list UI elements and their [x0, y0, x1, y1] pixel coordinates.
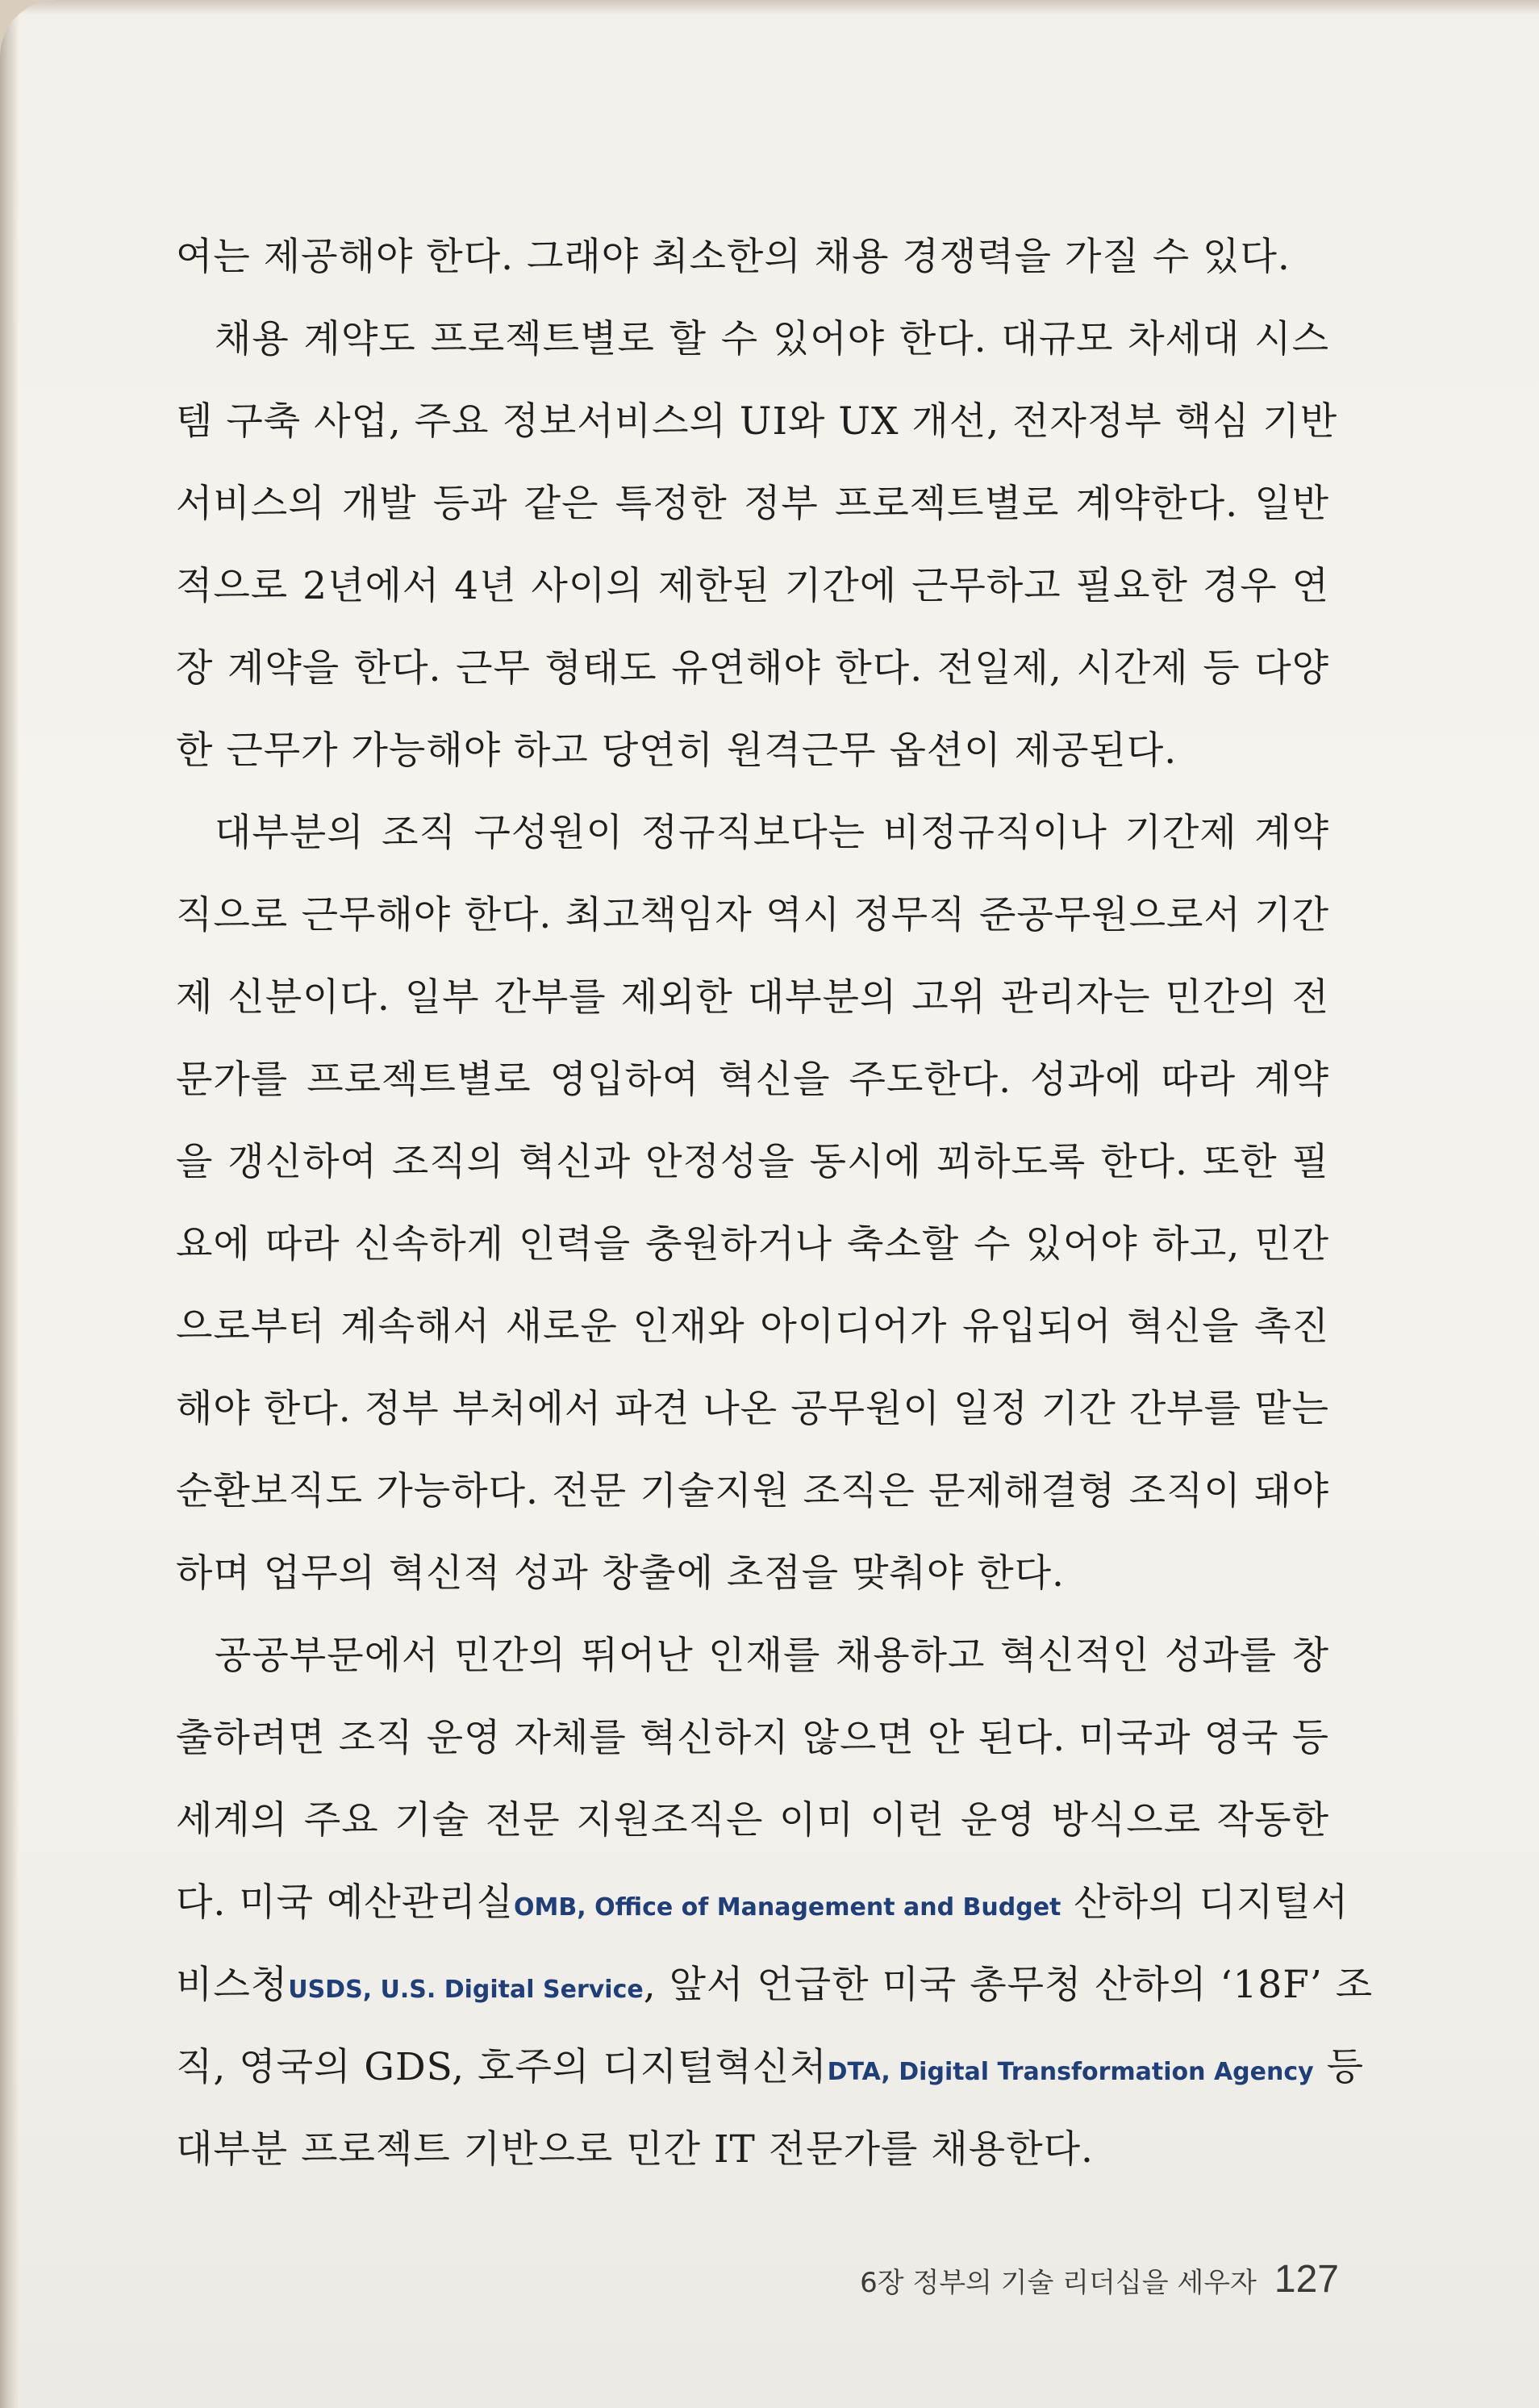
text-line: 공공부문에서 민간의 뛰어난 인재를 채용하고 혁신적인 성과를 창 — [215, 1634, 1329, 1678]
text-line: 해야 한다. 정부 부처에서 파견 나온 공무원이 일정 기간 간부를 맡는 — [176, 1387, 1329, 1431]
text-line: 직으로 근무해야 한다. 최고책임자 역시 정무직 준공무원으로서 기간 — [176, 893, 1329, 937]
line-text: 비스청 — [176, 1963, 289, 2007]
text-line: 으로부터 계속해서 새로운 인재와 아이디어가 유입되어 혁신을 촉진 — [176, 1304, 1329, 1349]
text-line: 순환보직도 가능하다. 전문 기술지원 조직은 문제해결형 조직이 돼야 — [176, 1469, 1329, 1513]
text-line: 여는 제공해야 한다. 그래야 최소한의 채용 경쟁력을 가질 수 있다. — [176, 235, 1291, 279]
text-line: 하며 업무의 혁신적 성과 창출에 초점을 맞춰야 한다. — [176, 1551, 1065, 1596]
line-text: 다. 미국 예산관리실 — [176, 1880, 515, 1925]
page-edge-shadow — [0, 0, 19, 2408]
text-line-with-gloss — [176, 1944, 1374, 2026]
text-line: 장 계약을 한다. 근무 형태도 유연해야 한다. 전일제, 시간제 등 다양 — [176, 646, 1329, 691]
text-line: 문가를 프로젝트별로 영입하여 혁신을 주도한다. 성과에 따라 계약 — [176, 1058, 1329, 1102]
line-text: 직, 영국의 GDS, 호주의 디지털혁신처 — [176, 2045, 828, 2089]
page-footer — [860, 2257, 1339, 2302]
text-line-with-gloss — [176, 1862, 1349, 1944]
english-gloss: DTA, Digital Transformation Agency — [827, 2058, 1314, 2086]
running-footer-chapter: 6장 정부의 기술 리더십을 세우자 — [860, 2267, 1257, 2299]
text-line: 요에 따라 신속하게 인력을 충원하거나 축소할 수 있어야 하고, 민간 — [176, 1222, 1329, 1267]
line-text: , 앞서 언급한 미국 총무청 산하의 ‘18F’ 조 — [643, 1963, 1374, 2007]
text-line: 출하려면 조직 운영 자체를 혁신하지 않으면 안 된다. 미국과 영국 등 — [176, 1716, 1329, 1760]
text-line: 한 근무가 가능해야 하고 당연히 원격근무 옵션이 제공된다. — [176, 728, 1178, 773]
text-line-with-gloss — [176, 2026, 1365, 2109]
text-line: 세계의 주요 기술 전문 지원조직은 이미 이런 운영 방식으로 작동한 — [176, 1798, 1329, 1843]
text-line: 을 갱신하여 조직의 혁신과 안정성을 동시에 꾀하도록 한다. 또한 필 — [176, 1140, 1329, 1184]
english-gloss: OMB, Office of Management and Budget — [514, 1893, 1061, 1922]
text-line: 서비스의 개발 등과 같은 특정한 정부 프로젝트별로 계약한다. 일반 — [176, 482, 1329, 526]
line-text: 산하의 디지털서 — [1061, 1880, 1349, 1925]
text-line: 적으로 2년에서 4년 사이의 제한된 기간에 근무하고 필요한 경우 연 — [176, 564, 1329, 608]
body-text — [176, 216, 1374, 2191]
text-line: 대부분 프로젝트 기반으로 민간 IT 전문가를 채용한다. — [176, 2127, 1094, 2172]
line-text: 등 — [1313, 2045, 1365, 2089]
text-line: 대부분의 조직 구성원이 정규직보다는 비정규직이나 기간제 계약 — [215, 811, 1329, 855]
text-line: 채용 계약도 프로젝트별로 할 수 있어야 한다. 대규모 차세대 시스 — [215, 317, 1329, 361]
page-number: 127 — [1274, 2258, 1339, 2301]
text-line: 제 신분이다. 일부 간부를 제외한 대부분의 고위 관리자는 민간의 전 — [176, 975, 1329, 1020]
english-gloss: USDS, U.S. Digital Service — [288, 1976, 644, 2004]
page-top-shadow — [0, 0, 1539, 15]
text-line: 템 구축 사업, 주요 정보서비스의 UI와 UX 개선, 전자정부 핵심 기반 — [176, 399, 1338, 444]
